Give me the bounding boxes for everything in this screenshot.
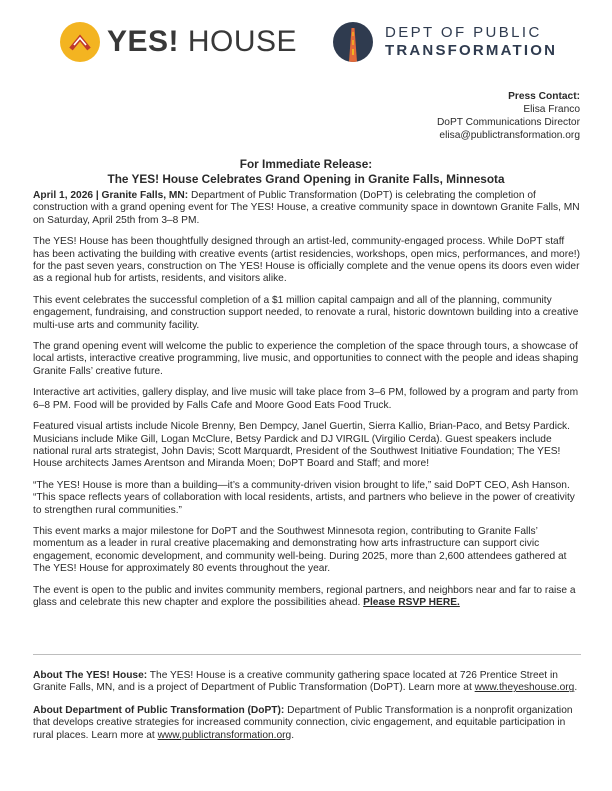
house-roof-icon: [60, 22, 100, 62]
header: [0, 0, 612, 88]
paragraph-milestone: This event marks a major milestone for DoPT and the Southwest Minnesota region, contributing to Granite Falls’ momentum as a leader in rural creative placemaking and demonstrating how arts infrastructure can support civic engagement, economic development, and community well-being. During 2025, more than 2,600 attendees gathered at The YES! House for approximately 80 events throughout the year.: [33, 525, 567, 575]
press-contact-title: DoPT Communications Director: [436, 117, 580, 128]
press-body: [33, 190, 581, 618]
paragraph-artists: Featured visual artists include Nicole Brenny, Ben Dempcy, Janel Guertin, Sierra Kallio, Brian-Paco, and Betsy Pardick. Musicians include Mike Gill, Logan McClure, Betsy Pardick and DJ VIRGIL (Virgilio Cerda). Guest speakers include national rural arts strategist, John Davis; Scott Marquardt, President of the Southwest Initiative Foundation; The YES! House architects James Arentson and Miranda Moen; DoPT Board and Staff; and more!: [33, 421, 570, 470]
divider: [33, 654, 581, 655]
about-yes-house: About The YES! House: The YES! House is a creative community gathering space located at 726 Prentice Street in Granite Falls, MN, and is a project of Department of Public Transformation (DoPT). Learn more at www.theyeshouse.org.: [33, 670, 578, 694]
dopt-website-link[interactable]: www.publictransformation.org: [157, 729, 292, 741]
paragraph-intro: April 1, 2026 | Granite Falls, MN: Department of Public Transformation (DoPT) is celebrating the completion of construction with a grand opening event for The YES! House, a creative community space in downtown Granite Falls, MN on Saturday, April 25th from 3–8 PM.: [33, 190, 580, 226]
yes-house-wordmark: YES! HOUSE: [107, 25, 298, 58]
yes-house-logo: [60, 22, 297, 62]
yes-house-website-link[interactable]: www.theyeshouse.org: [474, 682, 575, 694]
press-contact: [437, 90, 580, 142]
paragraph-schedule: Interactive art activities, gallery display, and live music will take place from 3–6 PM, followed by a program and party from 6–8 PM. Food will be provided by Falls Cafe and Moore Good Eats Food Truck.: [33, 387, 579, 411]
dopt-wordmark: DEPT OF PUBLIC TRANSFORMATION: [385, 24, 558, 59]
paragraph-invite: The event is open to the public and invites community members, regional partners, and neighbors near and far to raise a glass and celebrate this new chapter and explore the possibilities ahead. Please RSVP HERE.: [33, 584, 576, 608]
press-contact-label: Press Contact:: [508, 91, 580, 102]
paragraph-quote: “The YES! House is more than a building—it’s a community-driven vision brought to life,” said DoPT CEO, Ash Hanson. “This space reflects years of collaboration with local residents, artists, and partners who believe in the power of creativity to strengthen rural communities.”: [33, 479, 575, 516]
press-contact-email[interactable]: elisa@publictransformation.org: [439, 130, 580, 141]
rsvp-link[interactable]: Please RSVP HERE.: [363, 596, 460, 608]
paragraph-design: The YES! House has been thoughtfully designed through an artist-led, community-engaged process. While DoPT staff has been activating the building with creative events (artist residencies, workshops, open mics, performances, and more!) for the past seven years, construction on The YES! House is officially complete and the venue opens its doors even wider as a regional hub for artists, residents, and visitors alike.: [33, 236, 580, 285]
press-contact-name: Elisa Franco: [523, 104, 580, 115]
paragraph-event: The grand opening event will welcome the public to experience the completion of the space through tours, a showcase of local artists, interactive creative programming, live music, and opportunities to connect with the people and ideas shaping Granite Falls’ creative future.: [33, 341, 579, 377]
dopt-logo: [333, 22, 557, 62]
release-title: The YES! House Celebrates Grand Opening in Granite Falls, Minnesota: [107, 171, 505, 186]
road-icon: [333, 22, 373, 62]
release-heading: For Immediate Release: The YES! House Celebrates Grand Opening in Granite Falls, Minnesota: [0, 157, 612, 186]
about-dopt: About Department of Public Transformation (DoPT): Department of Public Transformation is a nonprofit organization that develops creative strategies for increased community connection, civic engagement, and equitable participation in rural places. Learn more at www.publictransformation.org.: [33, 704, 573, 741]
paragraph-campaign: This event celebrates the successful completion of a $1 million capital campaign and all of the planning, community engagement, fundraising, and construction support needed, to renovate a rural, historic downtown building into a creative multi-use arts and community facility.: [33, 294, 579, 331]
about-section: [33, 670, 581, 752]
